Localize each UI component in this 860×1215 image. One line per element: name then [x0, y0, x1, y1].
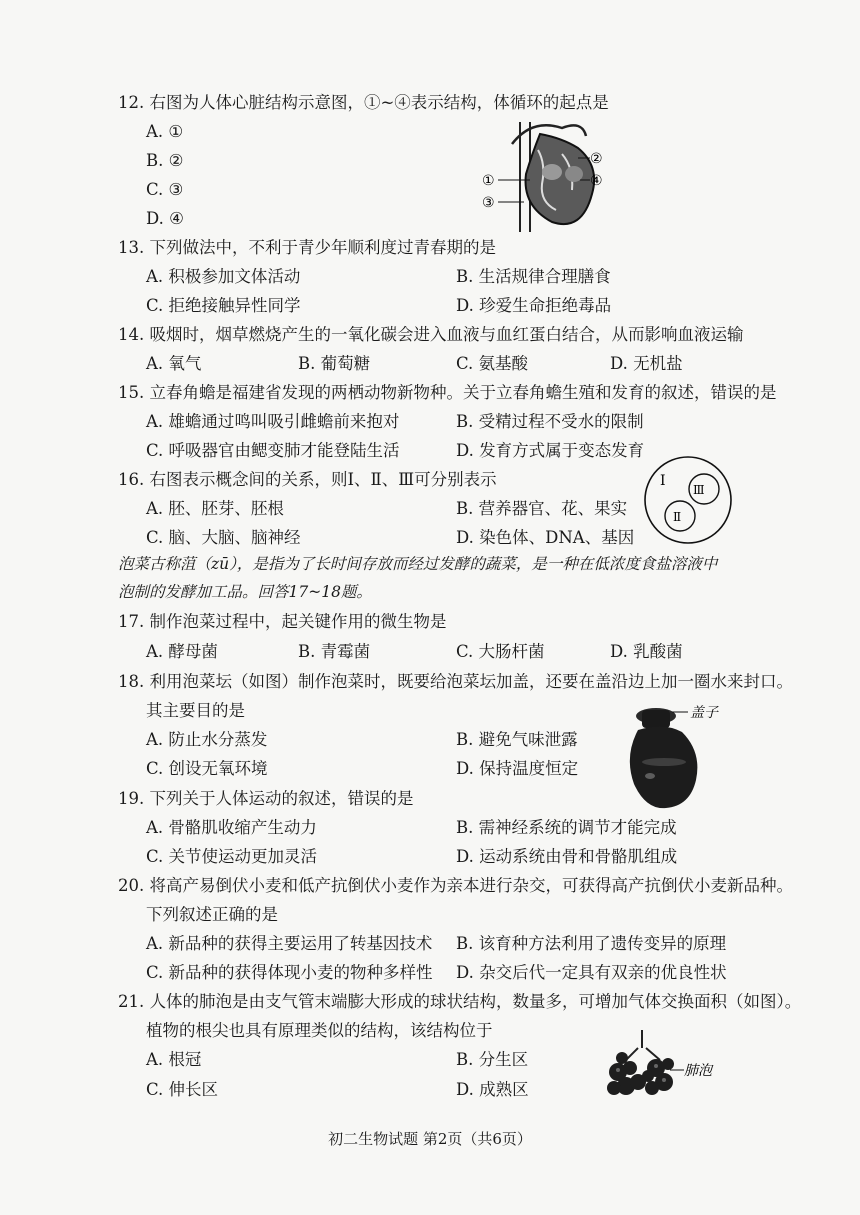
q15-option-d[interactable]: D. 发育方式属于变态发育 [456, 441, 645, 460]
passage-line-2: 泡制的发酵加工品。回答17~18题。 [118, 583, 372, 601]
q17-option-a[interactable]: A. 酵母菌 [146, 642, 218, 661]
q20-option-a[interactable]: A. 新品种的获得主要运用了转基因技术 [146, 934, 433, 953]
q14-option-c[interactable]: C. 氨基酸 [456, 354, 529, 373]
q12-option-b[interactable]: B. ② [146, 151, 184, 170]
page-footer: 初二生物试题 第2页（共6页） [328, 1130, 532, 1148]
q16-option-d[interactable]: D. 染色体、DNA、基因 [456, 528, 635, 547]
q16-option-b[interactable]: B. 营养器官、花、果实 [456, 499, 628, 518]
q15-option-c[interactable]: C. 呼吸器官由鳃变肺才能登陆生活 [146, 441, 400, 460]
q13-option-c[interactable]: C. 拒绝接触异性同学 [146, 296, 301, 315]
q17-stem: 17. 制作泡菜过程中，起关键作用的微生物是 [118, 612, 447, 631]
q21-option-d[interactable]: D. 成熟区 [456, 1080, 529, 1099]
q19-stem: 19. 下列关于人体运动的叙述，错误的是 [118, 789, 414, 808]
q18-stem: 18. 利用泡菜坛（如图）制作泡菜时，既要给泡菜坛加盖，还要在盖沿边上加一圈水来封口。 [118, 672, 793, 691]
venn-diagram [640, 455, 736, 545]
passage-line-1: 泡菜古称菹（zū），是指为了长时间存放而经过发酵的蔬菜，是一种在低浓度食盐溶液中 [118, 555, 718, 573]
alveoli-label: 肺泡 [684, 1063, 712, 1079]
heart-label-4: ④ [590, 173, 603, 189]
q20-stem-cont: 下列叙述正确的是 [146, 905, 278, 924]
q13-option-a[interactable]: A. 积极参加文体活动 [146, 267, 301, 286]
q21-option-b[interactable]: B. 分生区 [456, 1050, 529, 1069]
q21-stem-cont: 植物的根尖也具有原理类似的结构，该结构位于 [146, 1021, 493, 1040]
venn-label-2: Ⅱ [673, 510, 682, 524]
q14-option-b[interactable]: B. 葡萄糖 [298, 354, 371, 373]
q13-stem: 13. 下列做法中，不利于青少年顺利度过青春期的是 [118, 238, 496, 257]
q19-option-d[interactable]: D. 运动系统由骨和骨骼肌组成 [456, 847, 678, 866]
q17-option-d[interactable]: D. 乳酸菌 [610, 642, 683, 661]
q16-stem: 16. 右图表示概念间的关系，则Ⅰ、Ⅱ、Ⅲ可分别表示 [118, 470, 497, 489]
venn-label-3: Ⅲ [693, 483, 705, 497]
q18-option-b[interactable]: B. 避免气味泄露 [456, 730, 578, 749]
q12-option-c[interactable]: C. ③ [146, 180, 184, 199]
q18-option-a[interactable]: A. 防止水分蒸发 [146, 730, 268, 749]
heart-diagram [482, 114, 612, 236]
heart-label-1: ① [482, 173, 495, 189]
pickle-jar-figure [620, 696, 740, 814]
q13-option-d[interactable]: D. 珍爱生命拒绝毒品 [456, 296, 612, 315]
q15-option-a[interactable]: A. 雄蟾通过鸣叫吸引雌蟾前来抱对 [146, 412, 400, 431]
q15-option-b[interactable]: B. 受精过程不受水的限制 [456, 412, 644, 431]
q20-option-b[interactable]: B. 该育种方法利用了遗传变异的原理 [456, 934, 727, 953]
q21-stem: 21. 人体的肺泡是由支气管末端膨大形成的球状结构，数量多，可增加气体交换面积（如图）。 [118, 992, 802, 1011]
q18-option-d[interactable]: D. 保持温度恒定 [456, 759, 579, 778]
q17-option-b[interactable]: B. 青霉菌 [298, 642, 371, 661]
q14-option-d[interactable]: D. 无机盐 [610, 354, 683, 373]
q19-option-c[interactable]: C. 关节使运动更加灵活 [146, 847, 318, 866]
q21-option-a[interactable]: A. 根冠 [146, 1050, 202, 1069]
alveoli-figure [604, 1028, 724, 1100]
jar-lid-label: 盖子 [690, 705, 718, 721]
q12-option-a[interactable]: A. ① [146, 122, 184, 141]
q19-option-b[interactable]: B. 需神经系统的调节才能完成 [456, 818, 677, 837]
q16-option-c[interactable]: C. 脑、大脑、脑神经 [146, 528, 301, 547]
q14-option-a[interactable]: A. 氧气 [146, 354, 202, 373]
heart-label-2: ② [590, 151, 603, 167]
q16-option-a[interactable]: A. 胚、胚芽、胚根 [146, 499, 284, 518]
q19-option-a[interactable]: A. 骨骼肌收缩产生动力 [146, 818, 317, 837]
q15-stem: 15. 立春角蟾是福建省发现的两栖动物新物种。关于立春角蟾生殖和发育的叙述，错误的是 [118, 383, 777, 402]
q14-stem: 14. 吸烟时，烟草燃烧产生的一氧化碳会进入血液与血红蛋白结合，从而影响血液运输 [118, 325, 744, 344]
q20-option-c[interactable]: C. 新品种的获得体现小麦的物种多样性 [146, 963, 433, 982]
venn-label-1: Ⅰ [660, 473, 666, 489]
q21-option-c[interactable]: C. 伸长区 [146, 1080, 219, 1099]
q12-option-d[interactable]: D. ④ [146, 209, 184, 228]
q13-option-b[interactable]: B. 生活规律合理膳食 [456, 267, 611, 286]
q17-option-c[interactable]: C. 大肠杆菌 [456, 642, 545, 661]
q20-stem: 20. 将高产易倒伏小麦和低产抗倒伏小麦作为亲本进行杂交，可获得高产抗倒伏小麦新品种。 [118, 876, 793, 895]
q18-stem-cont: 其主要目的是 [146, 701, 245, 720]
q20-option-d[interactable]: D. 杂交后代一定具有双亲的优良性状 [456, 963, 727, 982]
heart-label-3: ③ [482, 195, 495, 211]
q18-option-c[interactable]: C. 创设无氧环境 [146, 759, 268, 778]
q12-stem: 12. 右图为人体心脏结构示意图，①~④表示结构，体循环的起点是 [118, 93, 609, 112]
